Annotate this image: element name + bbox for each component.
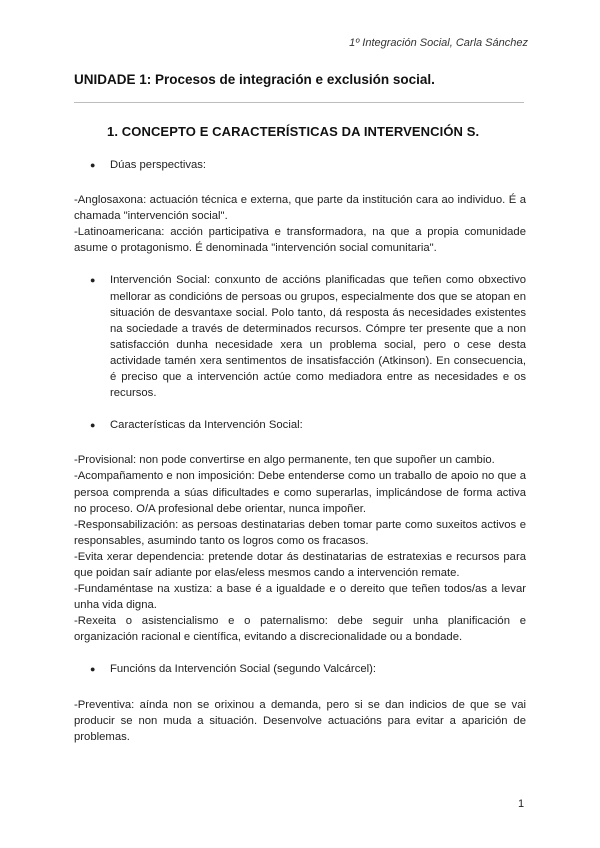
section-title: 1. CONCEPTO E CARACTERÍSTICAS DA INTERVENCIÓN S. <box>107 124 480 139</box>
header-note: 1º Integración Social, Carla Sánchez <box>349 37 528 49</box>
paragraph-xustiza: -Fundaméntase na xustiza: a base é a igualdade e o dereito que teñen todos/as a levar unha vida digna. <box>74 583 526 612</box>
bullet-perspectives <box>74 157 526 173</box>
paragraph-dependencia: -Evita xerar dependencia: pretende dotar ás destinatarias de estratexias e recursos para que poidan saír adiante por elas/eless mesmos cando a intervención remate. <box>74 550 526 579</box>
bullet-dot-icon: ● <box>90 664 96 675</box>
bullet-text: Funcións da Intervención Social (segundo Valcárcel): <box>110 663 377 676</box>
bullet-social-intervention <box>74 272 526 401</box>
bullet-text: Intervención Social: conxunto de accións planificadas que teñen como obxectivo mellorar as condicións de persoas ou grupos, especialmente dos que se atopan en situación de desvantaxe social. Polo tanto, dá resposta ás necesidades existentes na sociedade a través de determinados recursos. Cómpre ter presente que a non satisfacción dunha necesidade xera un problema social, pero o cese desta actividade tamén xera sentimentos de insatisfacción (Atkinson). En consecuencia, é preciso que a intervención actúe como mediadora entre as necesidades e os recursos. <box>110 274 526 400</box>
bullet-functions <box>74 661 526 677</box>
paragraph-acompanamento: -Acompañamento e non imposición: Debe entenderse como un traballo de apoio no que a persoa comprenda a súas dificultades e como superarlas, implicándose de forma activa no proceso. O/A profesional debe orientar, nunca impoñer. <box>74 470 526 515</box>
paragraph-responsabilizacion: -Responsabilización: as persoas destinatarias deben tomar parte como suxeitos activos e responsables, asumindo tanto os logros como os fracasos. <box>74 518 526 547</box>
unit-title: UNIDADE 1: Procesos de integración e exclusión social. <box>74 72 435 87</box>
bullet-text: Dúas perspectivas: <box>110 159 207 171</box>
bullet-dot-icon: ● <box>90 160 96 170</box>
page-number: 1 <box>518 798 525 810</box>
bullet-dot-icon: ● <box>90 275 96 286</box>
horizontal-rule <box>74 102 524 103</box>
bullet-text: Características da Intervención Social: <box>110 419 303 432</box>
bullet-dot-icon: ● <box>90 420 96 431</box>
paragraph-anglosaxona: -Anglosaxona: actuación técnica e externa, que parte da institución cara ao individuo. É a chamada "intervención social". <box>74 194 526 223</box>
document-body <box>74 157 526 745</box>
paragraph-preventiva: -Preventiva: aínda non se orixinou a demanda, pero si se dan indicios de que se vai producir se non muda a situación. Desenvolve actuacións para evitar a aparición de problemas. <box>74 698 526 743</box>
paragraph-latinoamericana: -Latinoamericana: acción participativa e transformadora, na que a propia comunidade asume o protagonismo. É denominada "intervención social comunitaria". <box>74 226 526 255</box>
paragraph-provisional: -Provisional: non pode convertirse en algo permanente, ten que supoñer un cambio. <box>74 454 495 467</box>
paragraph-asistencialismo: -Rexeita o asistencialismo e o paternalismo: debe seguir unha planificación e organización racional e científica, evitando a discrecionalidade ou a bondade. <box>74 615 526 644</box>
bullet-characteristics <box>74 417 526 433</box>
